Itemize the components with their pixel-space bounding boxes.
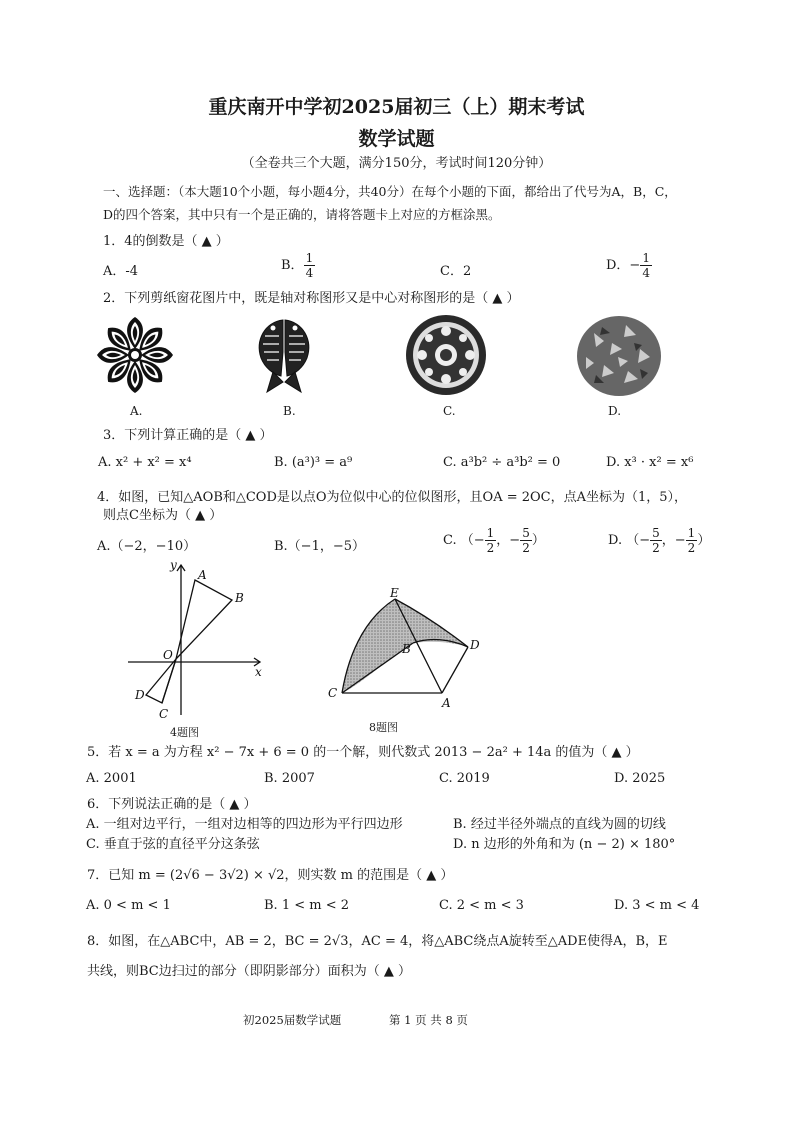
section1-line2: D的四个答案，其中只有一个是正确的，请将答题卡上对应的方框涂黑。 [103,207,501,222]
q4-line2: 则点C坐标为（ ▲ ） [103,508,223,523]
q2-caption-d: D. [608,404,622,418]
fig4-label-a: A [198,568,207,582]
q5-option-a: A. 2001 [86,771,137,786]
papercut-fish-image [247,312,321,398]
q7-option-c: C. 2 < m < 3 [439,898,524,913]
q1-option-b: B． $\frac{1}{4}$ [281,251,314,280]
fig4-label-o: O [163,648,173,662]
q4-figure-caption: 4题图 [170,726,199,739]
papercut-round-ornament-image [403,311,489,399]
q1-option-c: C．2 [440,264,472,279]
q8-figure [320,585,490,713]
q3-option-c: C. a³b² ÷ a³b² = 0 [443,455,561,470]
q4-option-c: C. （− $\frac{1}{2}$ ，− $\frac{5}{2}$ ） [443,526,545,555]
q8-figure-caption: 8题图 [369,721,398,734]
q8-line2: 共线，则BC边扫过的部分（即阴影部分）面积为（ ▲ ） [87,964,412,979]
q7-option-b: B. 1 < m < 2 [264,898,350,913]
fig8-label-a: A [442,696,451,710]
q5-option-b: B. 2007 [264,771,315,786]
q7-option-d: D. 3 < m < 4 [614,898,700,913]
side-da [442,647,468,693]
q2-caption-a: A. [130,404,143,418]
q6-option-a: A. 一组对边平行，一组对边相等的四边形为平行四边形 [86,817,403,832]
q5-stem: 5．若 x = a 为方程 x² − 7x + 6 = 0 的一个解，则代数式 2013 − 2a² + 14a 的值为（ ▲ ） [87,745,639,760]
fig4-label-x: x [255,665,262,679]
q1-option-a: A．-4 [103,264,139,279]
fig8-label-d: D [470,638,480,652]
q5-option-c: C. 2019 [439,771,490,786]
q4-figure [120,555,280,725]
q4-option-b: B.（−1，−5） [274,539,366,554]
q6-option-d: D. n 边形的外角和为 (n − 2) × 180° [453,837,676,852]
exam-subtitle: 数学试题 [358,128,435,150]
papercut-disc-image [574,313,664,399]
q2-caption-c: C. [443,404,456,418]
q4-option-d: D. （− $\frac{5}{2}$ ，− $\frac{1}{2}$ ） [608,526,711,555]
footer-left: 初2025届数学试题 [243,1013,342,1027]
fig4-label-y: y [170,558,177,572]
exam-note: （全卷共三个大题，满分150分，考试时间120分钟） [241,156,552,171]
fig4-label-c: C [159,707,169,721]
q4-line1: 4．如图，已知△AOB和△COD是以点O为位似中心的位似图形，且OA = 2OC，点A坐标为（1，5）， [97,490,688,505]
fig8-label-c: C [328,686,338,700]
q8-line1: 8．如图，在△ABC中，AB = 2，BC = 2√3，AC = 4，将△ABC绕点A旋转至△ADE使得A，B，E [87,934,668,949]
fig8-label-e: E [390,586,399,600]
q1-stem: 1．4的倒数是（ ▲ ） [103,234,229,249]
q7-option-a: A. 0 < m < 1 [86,898,171,913]
q2-stem: 2．下列剪纸窗花图片中，既是轴对称图形又是中心对称图形的是（ ▲ ） [103,291,520,306]
triangle-cod [146,659,176,703]
exam-title: 重庆南开中学初2025届初三（上）期末考试 [208,96,585,118]
fig4-label-d: D [135,688,145,702]
triangle-aob [176,580,232,659]
q7-stem: 7．已知 m = (2√6 − 3√2) × √2，则实数 m 的范围是（ ▲ ） [87,868,454,883]
q3-stem: 3．下列计算正确的是（ ▲ ） [103,428,273,443]
fig4-label-b: B [235,591,244,605]
q6-stem: 6．下列说法正确的是（ ▲ ） [87,797,257,812]
q5-option-d: D. 2025 [614,771,666,786]
q6-option-c: C. 垂直于弦的直径平分这条弦 [86,837,260,852]
fig8-label-b: B [402,642,411,656]
q4-option-a: A.（−2，−10） [97,539,197,554]
footer-page-number: 第 1 页 共 8 页 [389,1013,468,1027]
papercut-flower-image [97,315,173,395]
q3-option-b: B. (a³)³ = a⁹ [274,455,353,470]
q3-option-a: A. x² + x² = x⁴ [98,455,192,470]
q3-option-d: D. x³ · x² = x⁶ [606,455,694,470]
q6-option-b: B. 经过半径外端点的直线为圆的切线 [453,817,666,832]
q2-caption-b: B. [283,404,296,418]
q1-option-d: D．− $\frac{1}{4}$ [606,251,650,280]
section1-line1: 一、选择题：（本大题10个小题，每小题4分，共40分）在每个小题的下面，都给出了代号为A，B，C， [103,184,677,199]
